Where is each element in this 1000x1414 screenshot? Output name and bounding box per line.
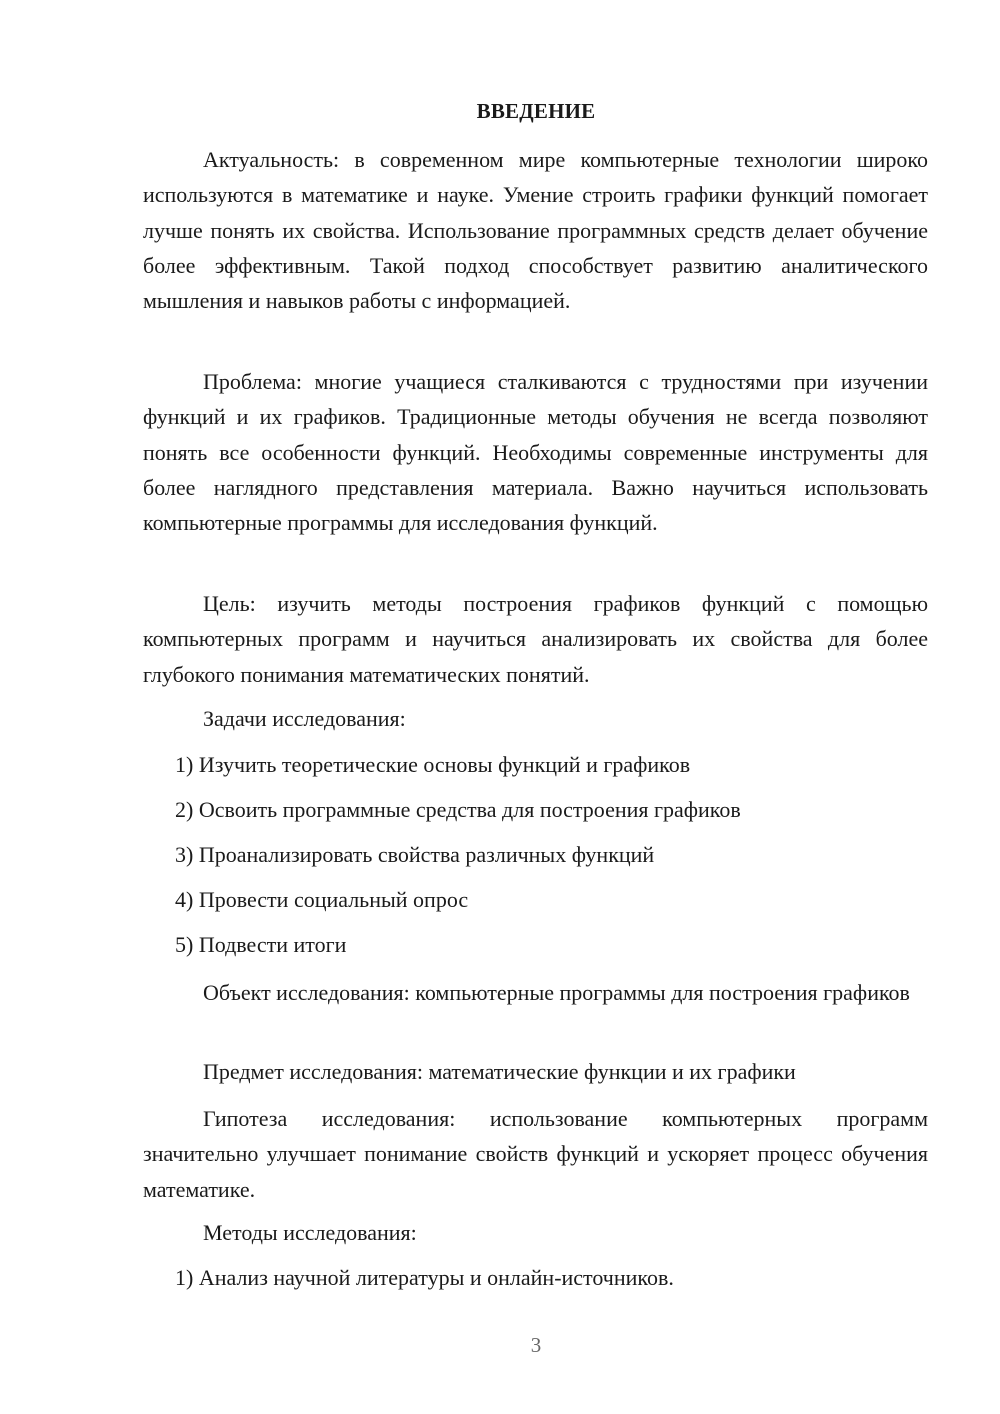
method-item-1: 1) Анализ научной литературы и онлайн-источников. xyxy=(175,1265,674,1290)
tasks-heading: Задачи исследования: xyxy=(203,706,406,731)
relevance-paragraph: Актуальность: в современном мире компьютерные технологии широко используются в математике и науке. Умение строить графики функций помогает лучше понять их свойства. Использование программных средств делает обучение более эффективным. Такой подход способствует развитию аналитического мышления и навыков работы с информацией. xyxy=(143,147,928,314)
methods-heading: Методы исследования: xyxy=(203,1220,417,1245)
task-item-2: 2) Освоить программные средства для построения графиков xyxy=(175,797,741,822)
object-paragraph: Объект исследования: компьютерные программы для построения графиков xyxy=(203,980,910,1005)
page-title: ВВЕДЕНИЕ xyxy=(476,99,596,123)
goal-paragraph: Цель: изучить методы построения графиков функций с помощью компьютерных программ и научиться анализировать их свойства для более глубокого понимания математических понятий. xyxy=(143,591,928,687)
task-item-3: 3) Проанализировать свойства различных функций xyxy=(175,842,655,867)
subject-paragraph: Предмет исследования: математические функции и их графики xyxy=(203,1059,796,1084)
task-item-4: 4) Провести социальный опрос xyxy=(175,887,469,912)
problem-paragraph: Проблема: многие учащиеся сталкиваются с трудностями при изучении функций и их графиков. Традиционные методы обучения не всегда позволяют понять все особенности функций. Необходимы современные инструменты для более наглядного представления материала. Важно научиться использовать компьютерные программы для исследования функций. xyxy=(143,369,928,536)
page-number: 3 xyxy=(530,1333,542,1357)
task-item-1: 1) Изучить теоретические основы функций и графиков xyxy=(175,752,691,777)
task-item-5: 5) Подвести итоги xyxy=(175,932,347,957)
hypothesis-paragraph: Гипотеза исследования: использование компьютерных программ значительно улучшает понимание свойств функций и ускоряет процесс обучения математике. xyxy=(143,1106,928,1202)
